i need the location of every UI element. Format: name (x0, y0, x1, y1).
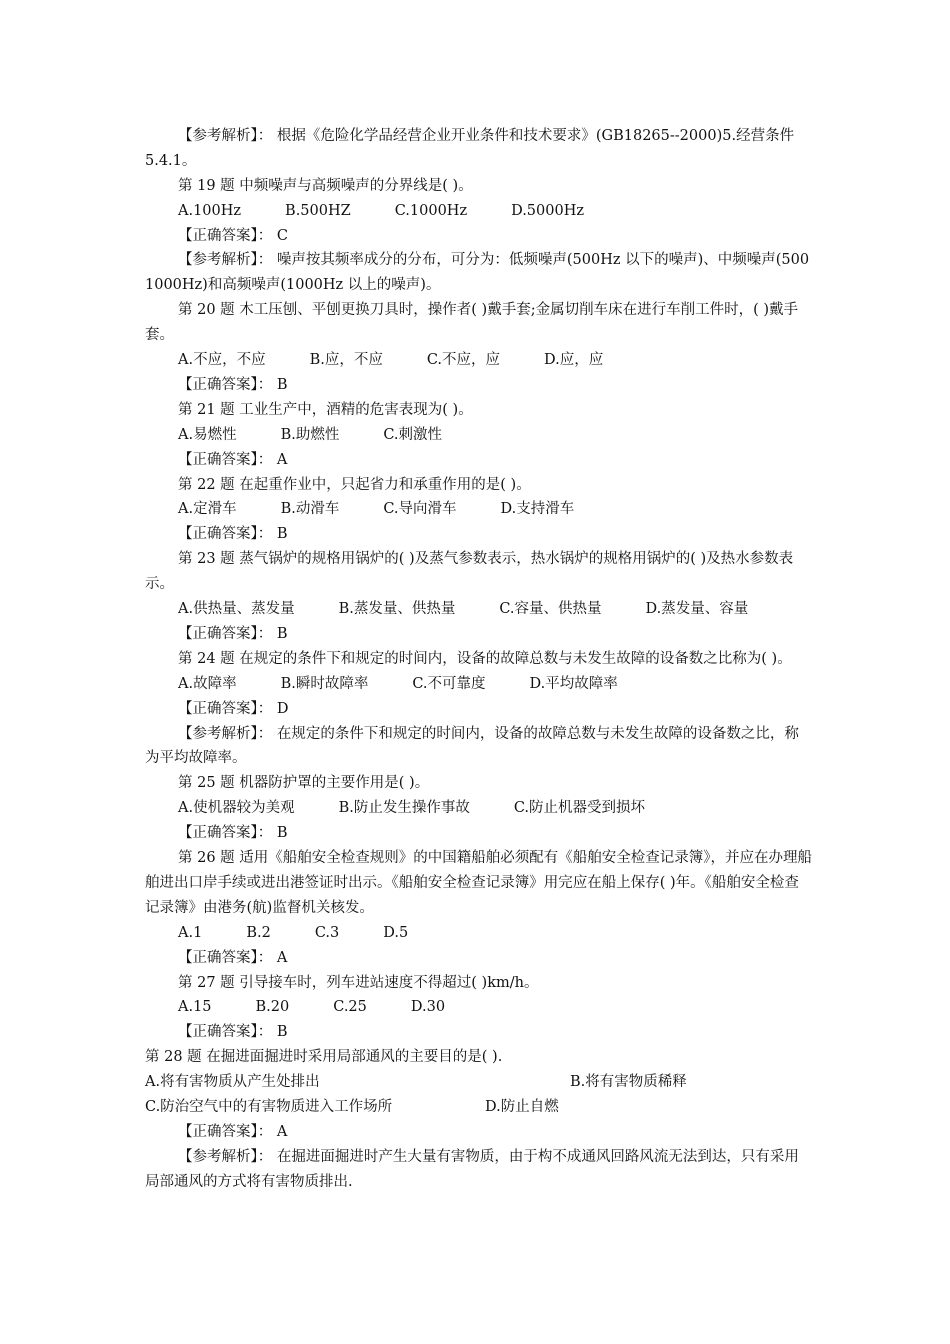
answer-option: D.30 (410, 999, 446, 1016)
answer-option: D.平均故障率 (529, 675, 618, 692)
question-text: 第 28 题 在掘进面掘进时采用局部通风的主要目的是( ). (145, 1049, 503, 1066)
answer-options (145, 597, 813, 622)
answer-option: C.1000Hz (394, 202, 468, 219)
answer-options (145, 497, 813, 522)
answer-option: B.20 (255, 999, 290, 1016)
answer-option: B.将有害物质稀释 (570, 1074, 687, 1091)
answer-option: C.不可靠度 (412, 675, 486, 692)
question-text: 第 19 题 中频噪声与高频噪声的分界线是( )。 (178, 177, 473, 194)
correct-answer: 【正确答案】： B (178, 526, 288, 543)
paragraph: 第 26 题 适用《船舶安全检查规则》的中国籍船舶必须配有《船舶安全检查记录簿》，并应在办理船舶进出口岸手续或进出港签证时出示。《船舶安全检查记录簿》用完应在船上保存( )年。《船舶安全检查记录簿》由港务(航)监督机关核发。 (145, 850, 813, 916)
answer-options (145, 1095, 813, 1120)
answer-option: C.25 (333, 999, 367, 1016)
document-body (145, 124, 813, 1195)
paragraph: 【参考解析】： 根据《危险化学品经营企业开业条件和技术要求》(GB18265--2000)5.经营条件5.4.1。 (145, 128, 795, 169)
answer-option: D.蒸发量、容量 (645, 601, 749, 618)
answer-option: A.100Hz (178, 202, 242, 219)
answer-option: D.应，应 (544, 352, 604, 369)
answer-options (145, 1070, 813, 1095)
correct-answer: 【正确答案】： B (178, 625, 288, 642)
answer-option: B.蒸发量、供热量 (338, 601, 456, 618)
answer-option: D.5 (383, 924, 409, 941)
answer-option: B.助燃性 (280, 426, 340, 443)
answer-option: A.供热量、蒸发量 (178, 601, 295, 618)
answer-option: C.刺激性 (383, 426, 443, 443)
answer-options (145, 199, 813, 224)
answer-option: A.不应，不应 (178, 352, 266, 369)
answer-option: D.防止自燃 (485, 1098, 559, 1115)
paragraph: 【参考解析】： 在规定的条件下和规定的时间内，设备的故障总数与未发生故障的设备数之比，称为平均故障率。 (145, 725, 799, 767)
paragraph: 第 23 题 蒸气锅炉的规格用锅炉的( )及蒸气参数表示，热水锅炉的规格用锅炉的( )及热水参数表示。 (145, 551, 794, 593)
correct-answer: 【正确答案】： A (178, 451, 288, 468)
answer-options (145, 423, 813, 448)
question-text: 第 25 题 机器防护罩的主要作用是( )。 (178, 775, 430, 792)
correct-answer: 【正确答案】： A (178, 1123, 288, 1140)
correct-answer: 【正确答案】： B (178, 377, 288, 393)
question-text: 第 21 题 工业生产中，酒精的危害表现为( )。 (178, 401, 473, 418)
answer-option: D.支持滑车 (500, 501, 575, 518)
paragraph: 【参考解析】： 在掘进面掘进时产生大量有害物质，由于构不成通风回路风流无法到达，只有采用局部通风的方式将有害物质排出. (145, 1148, 799, 1190)
answer-option: B.防止发生操作事故 (338, 800, 470, 817)
answer-option: D.5000Hz (511, 202, 584, 219)
answer-option: A.使机器较为美观 (178, 800, 295, 817)
answer-option: A.故障率 (178, 675, 237, 692)
answer-options (145, 995, 813, 1020)
answer-option: A.将有害物质从产生处排出 (145, 1074, 320, 1091)
correct-answer: 【正确答案】： A (178, 949, 288, 966)
answer-option: B.应，不应 (309, 352, 383, 369)
paragraph: 【参考解析】： 噪声按其频率成分的分布，可分为：低频噪声(500Hz 以下的噪声)、中频噪声(500 1000Hz)和高频噪声(1000Hz 以上的噪声)。 (145, 252, 810, 294)
answer-option: B.瞬时故障率 (280, 675, 369, 692)
answer-option: C.容量、供热量 (499, 601, 602, 618)
question-text: 第 22 题 在起重作业中，只起省力和承重作用的是( )。 (178, 476, 531, 493)
answer-option: B.500HZ (285, 202, 351, 219)
answer-options (145, 348, 813, 373)
correct-answer: 【正确答案】： C (178, 227, 288, 244)
answer-option: B.2 (246, 924, 271, 941)
answer-option: C.防止机器受到损坏 (513, 800, 646, 817)
answer-options (145, 796, 813, 821)
answer-option: C.导向滑车 (383, 501, 457, 518)
question-text: 第 27 题 引导接车时，列车进站速度不得超过( )km/h。 (178, 974, 539, 991)
paragraph: 第 20 题 木工压刨、平刨更换刀具时，操作者( )戴手套;金属切削车床在进行车削工件时，( )戴手套。 (145, 302, 799, 344)
answer-options (145, 672, 813, 697)
answer-option: B.动滑车 (280, 501, 340, 518)
answer-option: A.1 (178, 924, 203, 941)
answer-option: A.易燃性 (178, 426, 237, 443)
answer-option: C.防治空气中的有害物质进入工作场所 (145, 1098, 393, 1115)
correct-answer: 【正确答案】： B (178, 825, 288, 842)
answer-option: C.不应，应 (426, 352, 501, 369)
answer-option: A.定滑车 (178, 501, 237, 518)
answer-option: C.3 (314, 924, 340, 941)
answer-options (145, 921, 813, 946)
correct-answer: 【正确答案】： B (178, 1024, 288, 1041)
answer-option: A.15 (178, 999, 212, 1016)
correct-answer: 【正确答案】： D (178, 700, 289, 717)
paragraph: 第 24 题 在规定的条件下和规定的时间内，设备的故障总数与未发生故障的设备数之比称为( )。 (178, 650, 792, 667)
